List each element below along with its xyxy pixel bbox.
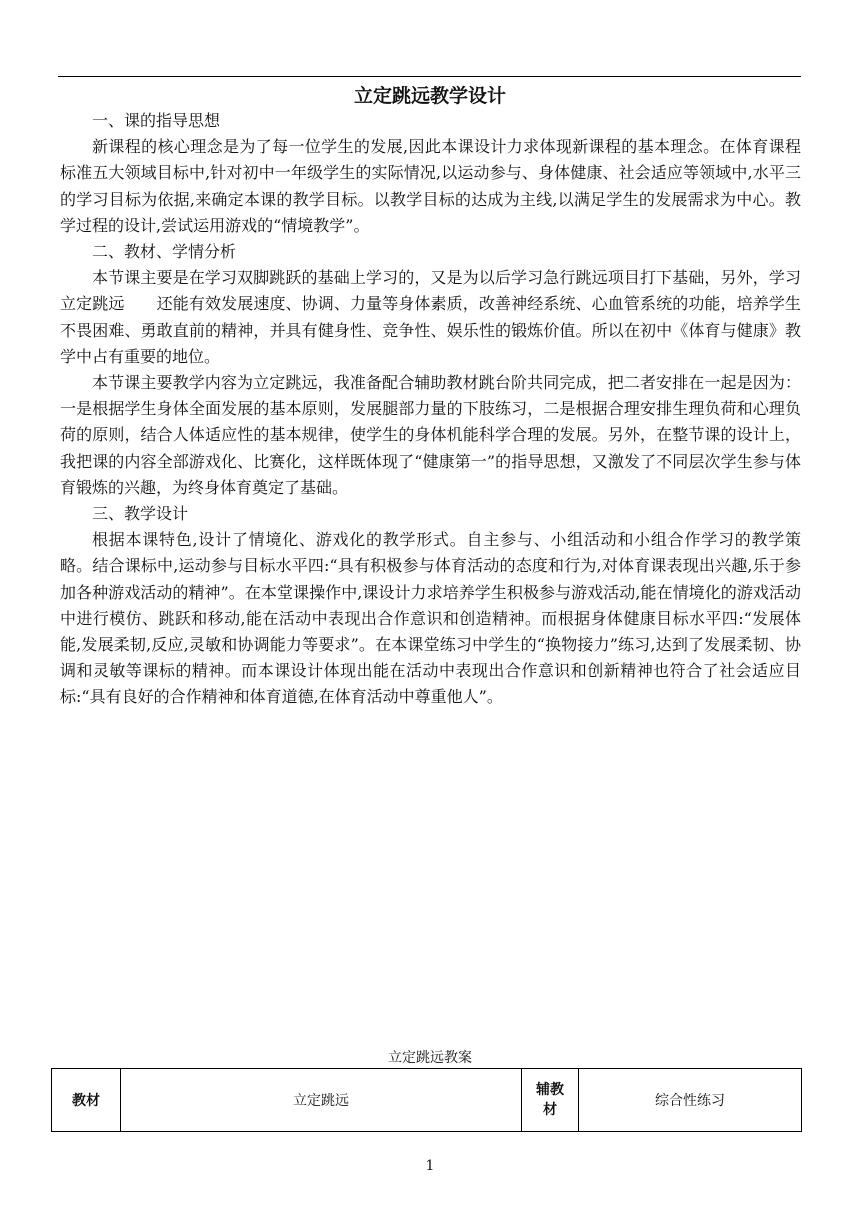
aux-label-line2: 材 <box>543 1102 557 1118</box>
material-label-cell: 教材 <box>52 1069 121 1132</box>
section-heading: 一、课的指导思想 <box>92 111 221 130</box>
aux-material-value-cell: 综合性练习 <box>579 1069 802 1132</box>
page-number: 1 <box>425 1158 435 1174</box>
lesson-plan-table <box>51 1068 802 1132</box>
paragraph: 新课程的核心理念是为了每一位学生的发展,因此本课设计力求体现新课程的基本理念。在体育课程标准五大领域目标中,针对初中一年级学生的实际情况,以运动参与、身体健康、社会适应等领域中,水平三的学习目标为依据,来确定本课的教学目标。以教学目标的达成为主线,以满足学生的发展需求为中心。教学过程的设计,尝试运用游戏的“情境教学”。 <box>60 137 801 235</box>
table-caption: 立定跳远教案 <box>388 1050 472 1066</box>
document-body <box>60 108 801 711</box>
paragraph: 根据本课特色,设计了情境化、游戏化的教学形式。自主参与、小组活动和小组合作学习的教学策略。结合课标中,运动参与目标水平四:“具有积极参与体育活动的态度和行为,对体育课表现出兴趣,乐于参加各种游戏活动的精神”。在本堂课操作中,课设计力求培养学生积极参与游戏活动,能在情境化的游戏活动中进行模仿、跳跃和移动,能在活动中表现出合作意识和创造精神。而根据身体健康目标水平四:“发展体能,发展柔韧,反应,灵敏和协调能力等要求”。在本课堂练习中学生的“换物接力”练习,达到了发展柔韧、协调和灵敏等课标的精神。而本课设计体现出能在活动中表现出合作意识和创新精神也符合了社会适应目标:“具有良好的合作精神和体育道德,在体育活动中尊重他人”。 <box>60 530 801 707</box>
paragraph: 本节课主要是在学习双脚跳跃的基础上学习的，又是为以后学习急行跳远项目打下基础，另外，学习立定跳远 还能有效发展速度、协调、力量等身体素质，改善神经系统、心血管系统的功能，培养学生不畏困难、勇敢直前的精神，并具有健身性、竞争性、娱乐性的锻炼价值。所以在初中《体育与健康》教学中占有重要的地位。 <box>60 268 801 366</box>
aux-material-label-cell <box>522 1069 579 1132</box>
material-value-cell: 立定跳远 <box>121 1069 522 1132</box>
aux-label-line1: 辅教 <box>536 1082 564 1098</box>
section-heading: 三、教学设计 <box>92 504 189 524</box>
table-row <box>52 1069 802 1132</box>
page-title: 立定跳远教学设计 <box>353 85 506 107</box>
paragraph: 本节课主要教学内容为立定跳远，我准备配合辅助教材跳台阶共同完成，把二者安排在一起是因为：一是根据学生身体全面发展的基本原则，发展腿部力量的下肢练习，二是根据合理安排生理负荷和心理负荷的原则，结合人体适应性的基本规律，使学生的身体机能科学合理的发展。另外，在整节课的设计上，我把课的内容全部游戏化、比赛化，这样既体现了“健康第一”的指导思想，又激发了不同层次学生参与体育锻炼的兴趣，为终身体育奠定了基础。 <box>60 373 801 497</box>
section-heading: 二、教材、学情分析 <box>92 242 237 262</box>
top-rule <box>58 76 801 77</box>
